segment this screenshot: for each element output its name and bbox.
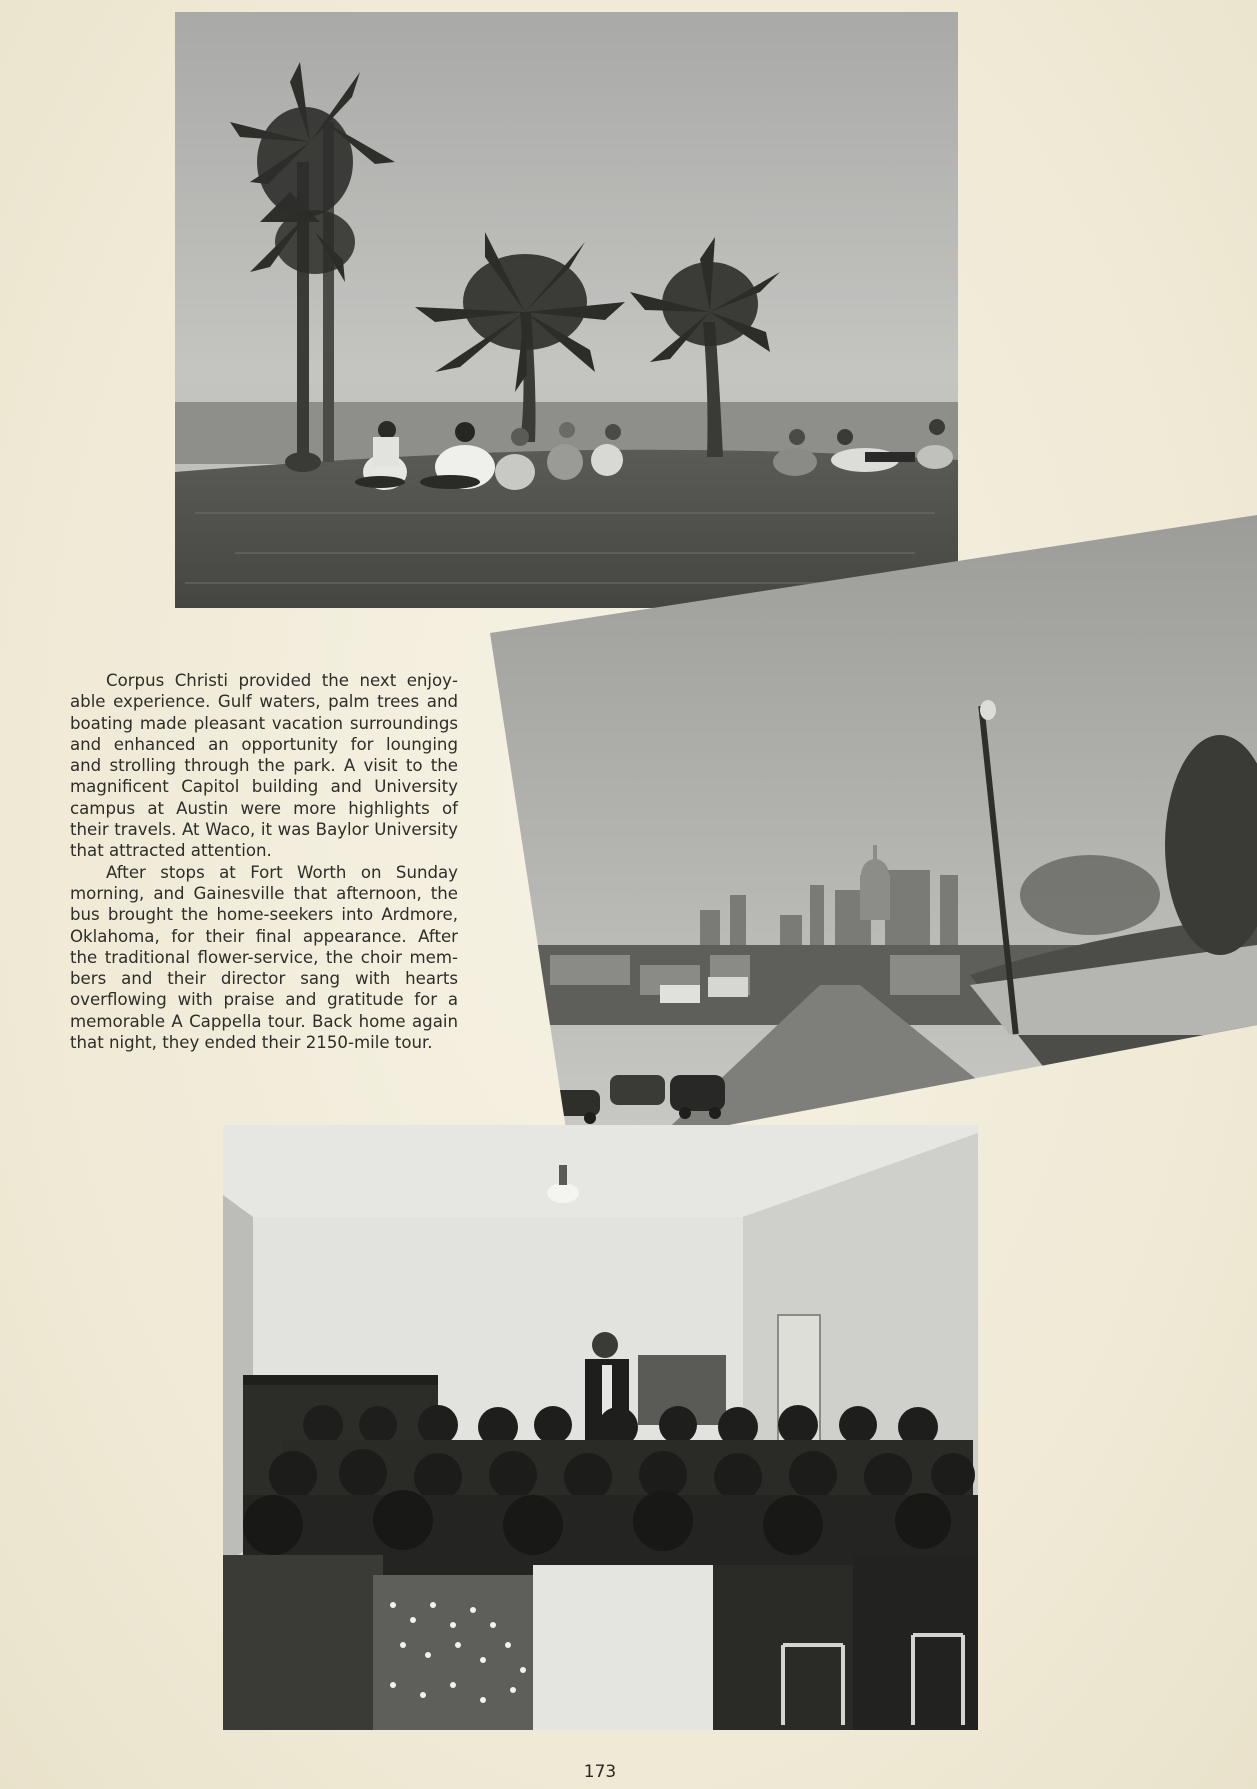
choir-chapel-photo [223,1125,978,1730]
article-paragraph-1: Corpus Christi provided the next enjoyable experience. Gulf waters, palm trees and boating made pleasant vacation surroundings and enhanced an opportunity for lounging and strolling through the park. A visit to the magnificent Capitol building and University campus at Austin were more highlights of their travels. At Waco, it was Baylor University that attracted attention. [70,671,458,861]
page-number: 173 [583,1762,617,1782]
article-text [70,670,458,1053]
austin-street-photo [490,515,1257,1155]
article-paragraph-2: After stops at Fort Worth on Sunday morning, and Gainesville that afternoon, the bus brought the home-seekers into Ardmore, Oklahoma, for their final appearance. After the traditional flower-service, the choir members and their director sang with hearts overflowing with praise and gratitude for a memorable A Cappella tour. Back home again that night, they ended their 2150-mile tour. [70,862,458,1053]
choir-members [223,1405,978,1730]
